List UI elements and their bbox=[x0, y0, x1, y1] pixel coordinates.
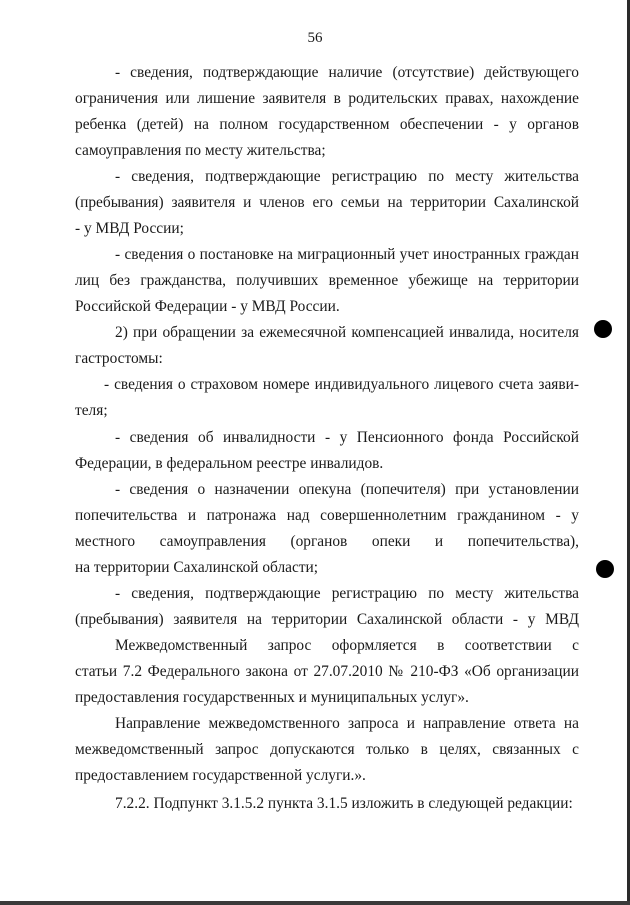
punch-hole-mark bbox=[594, 320, 612, 338]
punch-hole-mark bbox=[596, 560, 614, 578]
text-line-content: ограничения или лишение заявителя в родительских правах, нахождение bbox=[75, 90, 579, 107]
text-line-content: ребенка (детей) на полном государственном обеспечении - у органов bbox=[75, 116, 579, 133]
text-line-content: Федерации, в федеральном реестре инвалидов. bbox=[75, 455, 384, 472]
text-line-content: - сведения, подтверждающие регистрацию по месту жительства bbox=[115, 168, 579, 185]
text-line-content: (пребывания) заявителя и членов его семьи на территории Сахалинской bbox=[75, 194, 579, 211]
text-line-content: - у МВД России; bbox=[75, 220, 184, 237]
text-line-content: теля; bbox=[75, 402, 108, 419]
scan-edge-bottom bbox=[0, 901, 630, 905]
text-line-content: - сведения о страховом номере индивидуального лицевого счета заяви- bbox=[104, 376, 579, 393]
text-line-content: - сведения о постановке на миграционный учет иностранных граждан bbox=[115, 246, 579, 263]
text-line-content: лиц без гражданства, получивших временное убежище на территории bbox=[75, 272, 579, 289]
text-line-content: Межведомственный запрос оформляется в соответствии с bbox=[115, 637, 579, 654]
text-line-content: - сведения, подтверждающие наличие (отсутствие) действующего bbox=[115, 64, 579, 81]
text-line-content: 7.2.2. Подпункт 3.1.5.2 пункта 3.1.5 изложить в следующей редакции: bbox=[115, 795, 573, 812]
text-line-content: - сведения, подтверждающие регистрацию по месту жительства bbox=[115, 585, 579, 602]
text-line-content: - сведения о назначении опекуна (попечителя) при установлении bbox=[115, 481, 579, 498]
text-line-content: (пребывания) заявителя на территории Сахалинской области - у МВД bbox=[75, 611, 579, 628]
text-line-content: 2) при обращении за ежемесячной компенсацией инвалида, носителя bbox=[115, 324, 579, 341]
text-line-content: самоуправления по месту жительства; bbox=[75, 142, 326, 159]
text-line-content: попечительства и патронажа над совершеннолетним гражданином - у bbox=[75, 507, 579, 524]
text-line-content: Направление межведомственного запроса и направление ответа на bbox=[115, 715, 579, 732]
text-line-content: местного самоуправления (органов опеки и попечительства), bbox=[75, 533, 579, 550]
text-line-content: межведомственный запрос допускаются только в целях, связанных с bbox=[75, 741, 579, 758]
text-line-content: гастростомы: bbox=[75, 350, 163, 367]
text-line-content: - сведения об инвалидности - у Пенсионного фонда Российской bbox=[115, 429, 579, 446]
text-line-content: статьи 7.2 Федерального закона от 27.07.2010 № 210-ФЗ «Об организации bbox=[75, 663, 579, 680]
text-line-content: предоставлением государственной услуги.». bbox=[75, 767, 366, 784]
text-line-content: предоставления государственных и муниципальных услуг». bbox=[75, 689, 469, 706]
text-line-content: на территории Сахалинской области; bbox=[75, 559, 319, 576]
text-line-content: Российской Федерации - у МВД России. bbox=[75, 298, 340, 315]
page-number: 56 bbox=[307, 30, 323, 46]
